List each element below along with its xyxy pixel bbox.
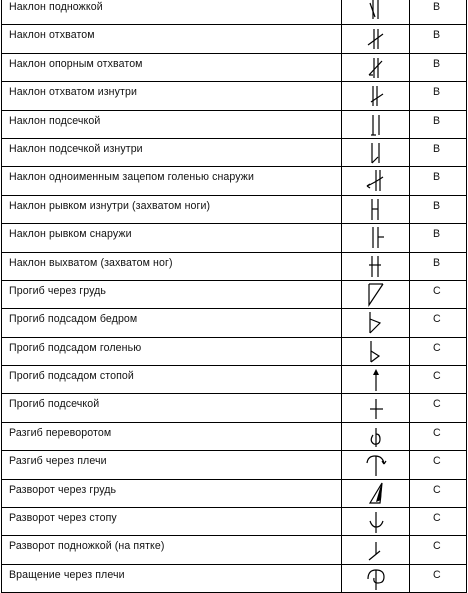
technique-name: Вращение через плечи (2, 564, 342, 592)
group-letter: С (410, 536, 467, 564)
technique-name: Наклон опорным отхватом (2, 53, 342, 81)
technique-name: Разгиб переворотом (2, 422, 342, 450)
table-row (2, 252, 467, 280)
razvorot-podnozhka-symbol (342, 536, 410, 564)
group-letter: С (410, 479, 467, 507)
technique-name: Наклон подсечкой изнутри (2, 138, 342, 166)
podnozhka-symbol (342, 0, 410, 25)
vrashchenie-symbol (342, 564, 410, 592)
group-letter: С (410, 394, 467, 422)
table-row (2, 564, 467, 592)
otkhvat-iznutri-symbol (342, 82, 410, 110)
vykhvat-symbol (342, 252, 410, 280)
progib-podsechka-symbol (342, 394, 410, 422)
group-letter: С (410, 564, 467, 592)
technique-name: Наклон отхватом (2, 25, 342, 53)
zatsep-symbol (342, 167, 410, 195)
group-letter: В (410, 110, 467, 138)
table-row (2, 0, 467, 25)
progib-stopa-symbol (342, 366, 410, 394)
table-row (2, 82, 467, 110)
opornyi-otkhvat-symbol (342, 53, 410, 81)
technique-name: Наклон рывком снаружи (2, 224, 342, 252)
table-row (2, 309, 467, 337)
technique-name: Разворот через стопу (2, 508, 342, 536)
group-letter: С (410, 366, 467, 394)
techniques-table (1, 0, 467, 593)
group-letter: В (410, 138, 467, 166)
table-row (2, 53, 467, 81)
group-letter: С (410, 280, 467, 308)
table-row (2, 479, 467, 507)
otkhvat-symbol (342, 25, 410, 53)
group-letter: В (410, 53, 467, 81)
razvorot-grud-symbol (342, 479, 410, 507)
razvorot-stopa-symbol (342, 508, 410, 536)
group-letter: В (410, 195, 467, 223)
progib-grud-symbol (342, 280, 410, 308)
technique-name: Наклон рывком изнутри (захватом ноги) (2, 195, 342, 223)
technique-name: Наклон выхватом (захватом ног) (2, 252, 342, 280)
technique-name: Наклон подножкой (2, 0, 342, 25)
technique-name: Прогиб подсечкой (2, 394, 342, 422)
group-letter: В (410, 252, 467, 280)
technique-name: Прогиб подсадом голенью (2, 337, 342, 365)
technique-name: Наклон подсечкой (2, 110, 342, 138)
technique-name: Разгиб через плечи (2, 451, 342, 479)
table-row (2, 25, 467, 53)
table-row (2, 110, 467, 138)
group-letter: С (410, 337, 467, 365)
group-letter: В (410, 224, 467, 252)
table-row (2, 337, 467, 365)
group-letter: С (410, 309, 467, 337)
progib-golen-symbol (342, 337, 410, 365)
table-row (2, 138, 467, 166)
ryvok-iznutri-symbol (342, 195, 410, 223)
group-letter: В (410, 167, 467, 195)
razgib-perevorot-symbol (342, 422, 410, 450)
ryvok-snaruzhi-symbol (342, 224, 410, 252)
technique-name: Прогиб подсадом бедром (2, 309, 342, 337)
table-row (2, 280, 467, 308)
table-row (2, 167, 467, 195)
group-letter: С (410, 422, 467, 450)
group-letter: В (410, 82, 467, 110)
technique-name: Наклон отхватом изнутри (2, 82, 342, 110)
technique-name: Разворот подножкой (на пятке) (2, 536, 342, 564)
table-row (2, 394, 467, 422)
table-row (2, 195, 467, 223)
razgib-plechi-symbol (342, 451, 410, 479)
group-letter: С (410, 451, 467, 479)
table-row (2, 508, 467, 536)
podsechka-iznutri-symbol (342, 138, 410, 166)
table-row (2, 224, 467, 252)
table-row (2, 451, 467, 479)
table-row (2, 366, 467, 394)
podsechka-symbol (342, 110, 410, 138)
technique-name: Наклон одноименным зацепом голенью снаружи (2, 167, 342, 195)
table-row (2, 536, 467, 564)
table-row (2, 422, 467, 450)
progib-bedro-symbol (342, 309, 410, 337)
group-letter: В (410, 25, 467, 53)
group-letter: В (410, 0, 467, 25)
technique-name: Прогиб подсадом стопой (2, 366, 342, 394)
technique-name: Разворот через грудь (2, 479, 342, 507)
group-letter: С (410, 508, 467, 536)
technique-name: Прогиб через грудь (2, 280, 342, 308)
